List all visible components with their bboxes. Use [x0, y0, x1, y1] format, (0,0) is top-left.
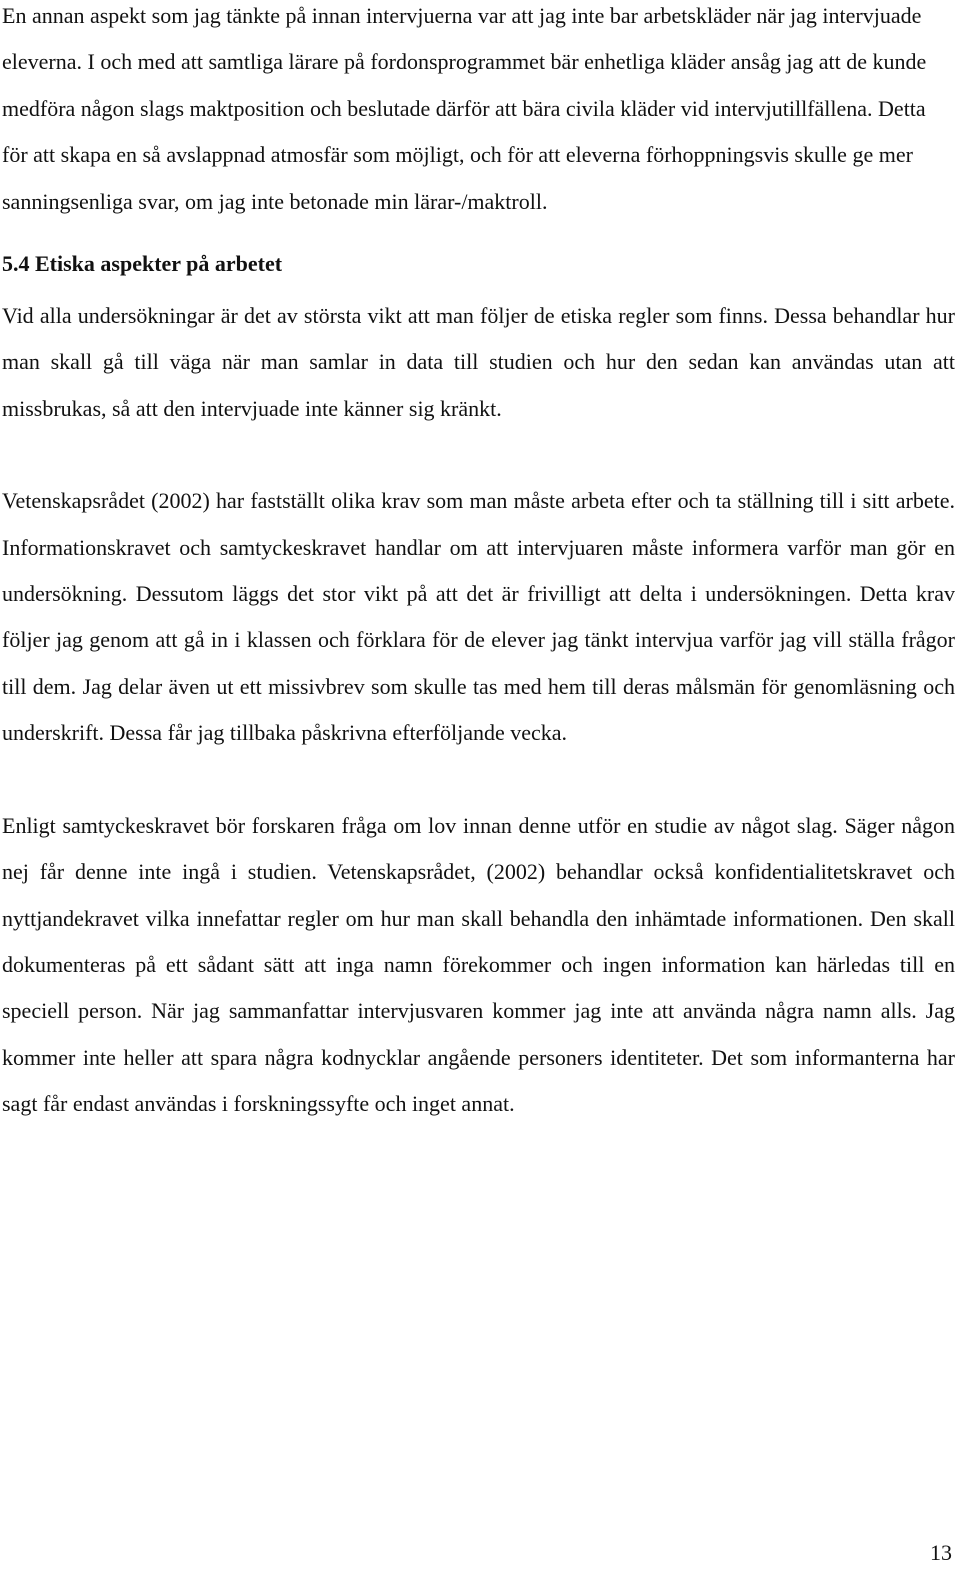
- paragraph-vetenskapsradet: Vetenskapsrådet (2002) har fastställt olika krav som man måste arbeta efter och ta ställning till i sitt arbete. Informationskravet och samtyckeskravet handlar om att intervjuaren måste informera varför man gör en undersökning. Dessutom läggs det stor vikt på att det är frivilligt att delta i undersökningen. Detta krav följer jag genom att gå in i klassen och förklara för de elever jag tänkt intervjua varför jag vill ställa frågor till dem. Jag delar även ut ett missivbrev som skulle tas med hem till deras målsmän för genomläsning och underskrift. Dessa får jag tillbaka påskrivna efterföljande vecka.: [2, 488, 955, 746]
- paragraph-samtyckeskravet: Enligt samtyckeskravet bör forskaren fråga om lov innan denne utför en studie av något slag. Säger någon nej får denne inte ingå i studien. Vetenskapsrådet, (2002) behandlar också konfidentialitetskravet och nyttjandekravet vilka innefattar regler om hur man skall behandla den inhämtade informationen. Den skall dokumenteras på ett sådant sätt att inga namn förekommer och ingen information kan härledas till en speciell person. När jag sammanfattar intervjusvaren kommer jag inte att använda några namn alls. Jag kommer inte heller att spara några kodnycklar angående personers identiteter. Det som informanterna har sagt får endast användas i forskningssyfte och inget annat.: [2, 812, 955, 1117]
- section-heading: 5.4 Etiska aspekter på arbetet: [2, 251, 283, 277]
- paragraph-ethics-rules: Vid alla undersökningar är det av största vikt att man följer de etiska regler som finns. Dessa behandlar hur man skall gå till väga när man samlar in data till studien och hur den sedan kan användas utan att missbrukas, så att den intervjuade inte känner sig kränkt.: [2, 303, 955, 421]
- document-page: [2, 0, 955, 1128]
- page-number: 13: [930, 1540, 952, 1565]
- paragraph-intro: En annan aspekt som jag tänkte på innan intervjuerna var att jag inte bar arbetskläder när jag intervjuade eleverna. I och med att samtliga lärare på fordonsprogrammet bär enhetliga kläder ansåg jag att de kunde medföra någon slags maktposition och beslutade därför att bära civila kläder vid intervjutillfällena. Detta för att skapa en så avslappnad atmosfär som möjligt, och för att eleverna förhoppningsvis skulle ge mer sanningsenliga svar, om jag inte betonade min lärar-/maktroll.: [2, 3, 927, 214]
